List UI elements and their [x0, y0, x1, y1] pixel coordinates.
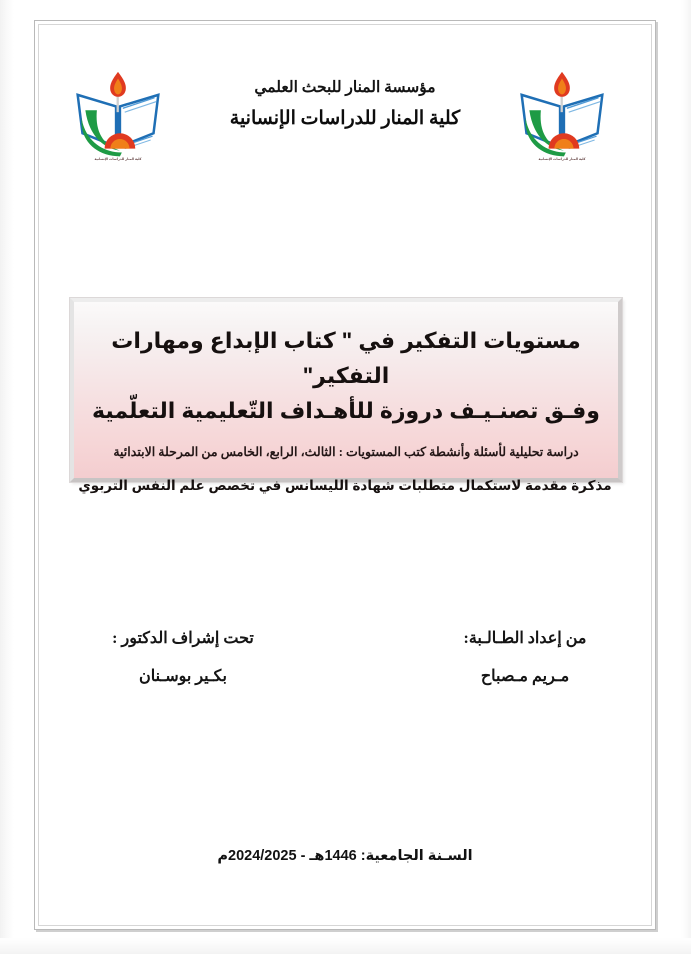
faculty-name: كلية المنار للدراسات الإنسانية	[229, 108, 461, 130]
cover-page-content	[40, 26, 650, 924]
thesis-title-box	[70, 298, 622, 482]
page-header	[40, 68, 650, 168]
supervisor-label: تحت إشراف الدكتور :	[112, 630, 254, 647]
svg-text:كلية المنار للدراسات الإنسانية: كلية المنار للدراسات الإنسانية	[538, 157, 586, 162]
page-edge-shadow-left	[0, 0, 14, 954]
organization-name: مؤسسة المنار للبحث العلمي	[254, 79, 436, 96]
academic-year: السـنة الجامعية: 1446هـ - 2024/2025م	[217, 848, 473, 864]
supervisor-name: بكـير بوسـنان	[139, 668, 227, 686]
header-text-block	[40, 76, 650, 135]
thesis-subtitle: دراسة تحليلية لأسئلة وأنشطة كتب المستويات : الثالث، الرابع، الخامس من المرحلة الابتدائية	[113, 445, 579, 460]
page-edge-shadow-bottom	[0, 938, 691, 954]
thesis-title-line-1: مستويات التفكير في " كتاب الإبداع ومهارات التفكير"	[111, 328, 581, 388]
thesis-title-line-2: وفـق تصنـيـف دروزة للأهـداف التّعليمية التعلّمية	[92, 397, 600, 423]
page-edge-shadow-right	[681, 0, 691, 954]
student-credit-block	[410, 628, 640, 689]
degree-statement: مذكرة مقدمة لاستكمال متطلبات شهادة الليسانس في تخصص علم النفس التربوي	[78, 478, 612, 493]
svg-text:كلية المنار للدراسات الإنسانية: كلية المنار للدراسات الإنسانية	[94, 157, 142, 162]
student-label: من إعداد الطـالـبة:	[463, 630, 587, 647]
student-name: مـريم مـصباح	[480, 668, 570, 686]
supervisor-credit-block	[68, 628, 298, 689]
credits-section	[40, 628, 650, 718]
